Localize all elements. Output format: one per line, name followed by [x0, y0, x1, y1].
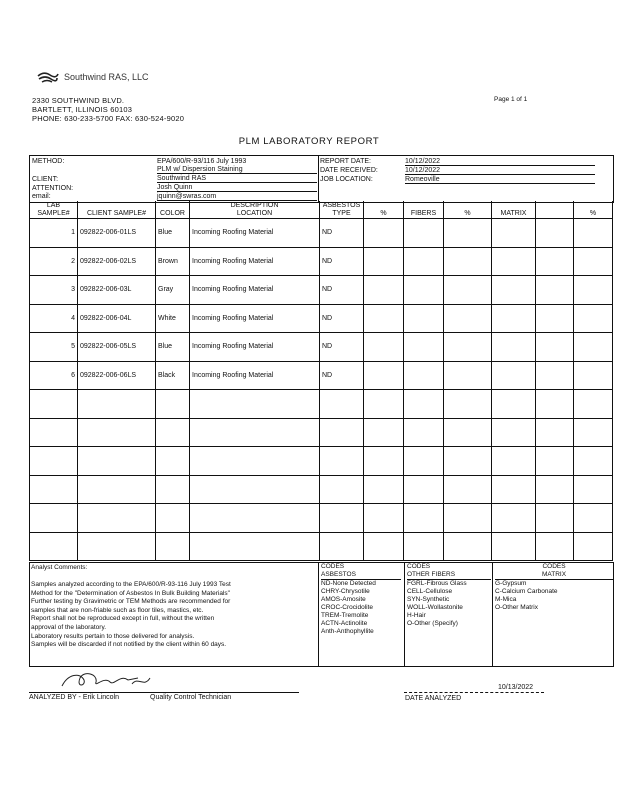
- empty-cell: [444, 418, 492, 447]
- lab-address: [32, 96, 184, 123]
- empty-cell: [364, 247, 404, 276]
- code-item: H-Hair: [407, 612, 426, 619]
- asbestos-type-cell: ND: [320, 247, 364, 276]
- comment-line: Report shall not be reproduced except in full, without the written: [31, 615, 215, 623]
- codes-subheading: OTHER FIBERS: [407, 571, 491, 580]
- empty-cell: [536, 418, 574, 447]
- lab-logo: [36, 70, 149, 84]
- address-line-2: BARTLETT, ILLINOIS 60103: [32, 105, 133, 114]
- comment-line: approval of the laboratory.: [31, 623, 107, 631]
- code-item: SYN-Synthetic: [407, 596, 450, 603]
- lab-sample-cell: 6: [30, 361, 78, 390]
- footer-box: [29, 562, 614, 667]
- empty-cell: [444, 390, 492, 419]
- empty-cell: [78, 418, 156, 447]
- empty-cell: [30, 418, 78, 447]
- color-cell: Brown: [156, 247, 190, 276]
- asbestos-type-cell: ND: [320, 361, 364, 390]
- asbestos-codes: [318, 563, 405, 666]
- wind-logo-icon: [36, 70, 60, 84]
- client-value: Southwind RAS: [157, 175, 317, 183]
- analyzed-by: ANALYZED BY - Erik Lincoln: [29, 694, 119, 701]
- empty-cell: [536, 390, 574, 419]
- empty-cell: [444, 504, 492, 533]
- empty-cell: [536, 361, 574, 390]
- empty-cell: [574, 390, 613, 419]
- job-location-label: JOB LOCATION:: [320, 176, 373, 183]
- code-item: WOLL-Wollastonite: [407, 604, 463, 611]
- empty-cell: [536, 276, 574, 305]
- empty-cell: [320, 532, 364, 561]
- empty-cell: [364, 418, 404, 447]
- col-fibers: FIBERS: [404, 201, 444, 219]
- job-location-value: Romeoville: [405, 176, 595, 184]
- location-cell: Incoming Roofing Material: [190, 219, 320, 248]
- header-divider: [318, 156, 319, 202]
- col-asbestos-top: ASBESTOS: [322, 202, 361, 209]
- comments-heading: Analyst Comments:: [31, 564, 88, 571]
- empty-cell: [536, 333, 574, 362]
- client-sample-cell: 092822-006-05LS: [78, 333, 156, 362]
- empty-cell: [404, 276, 444, 305]
- empty-cell: [404, 219, 444, 248]
- empty-cell: [190, 390, 320, 419]
- code-item: TREM-Tremolite: [321, 612, 369, 619]
- email-label: email:: [32, 193, 51, 200]
- empty-cell: [574, 418, 613, 447]
- location-cell: Incoming Roofing Material: [190, 333, 320, 362]
- attention-value: Josh Quinn: [157, 184, 317, 192]
- table-row-empty: [30, 390, 613, 419]
- col-asbestos-pct: %: [364, 201, 404, 219]
- empty-cell: [78, 447, 156, 476]
- empty-cell: [30, 475, 78, 504]
- empty-cell: [536, 504, 574, 533]
- empty-cell: [364, 304, 404, 333]
- code-item: G-Gypsum: [495, 580, 527, 587]
- table-row: [30, 361, 613, 390]
- table-row-empty: [30, 532, 613, 561]
- table-row: [30, 304, 613, 333]
- table-row-empty: [30, 447, 613, 476]
- asbestos-type-cell: ND: [320, 304, 364, 333]
- empty-cell: [404, 333, 444, 362]
- lab-name: Southwind RAS, LLC: [64, 72, 149, 82]
- empty-cell: [492, 475, 536, 504]
- empty-cell: [190, 532, 320, 561]
- col-matrix-spacer: [536, 201, 574, 219]
- client-sample-cell: 092822-006-06LS: [78, 361, 156, 390]
- address-line-1: 2330 SOUTHWIND BLVD.: [32, 96, 125, 105]
- color-cell: White: [156, 304, 190, 333]
- empty-cell: [30, 504, 78, 533]
- empty-cell: [574, 276, 613, 305]
- code-item: AMOS-Amosite: [321, 596, 366, 603]
- method-value: EPA/600/R-93/116 July 1993: [157, 158, 247, 165]
- empty-cell: [444, 247, 492, 276]
- col-lab-sample: LAB SAMPLE#: [30, 201, 78, 219]
- empty-cell: [536, 219, 574, 248]
- empty-cell: [574, 532, 613, 561]
- asbestos-type-cell: ND: [320, 219, 364, 248]
- empty-cell: [444, 447, 492, 476]
- asbestos-type-cell: ND: [320, 276, 364, 305]
- code-item: O-Other Matrix: [495, 604, 538, 611]
- empty-cell: [404, 418, 444, 447]
- lab-sample-cell: 4: [30, 304, 78, 333]
- empty-cell: [492, 276, 536, 305]
- empty-cell: [190, 447, 320, 476]
- comments-column: [30, 563, 318, 666]
- comment-line: Method for the "Determination of Asbestos In Bulk Building Materials": [31, 589, 230, 597]
- empty-cell: [492, 304, 536, 333]
- empty-cell: [574, 247, 613, 276]
- col-description-top: DESCRIPTION: [230, 202, 279, 209]
- table-row: [30, 219, 613, 248]
- empty-cell: [574, 447, 613, 476]
- empty-cell: [444, 333, 492, 362]
- empty-cell: [492, 532, 536, 561]
- empty-cell: [78, 475, 156, 504]
- empty-cell: [492, 361, 536, 390]
- empty-cell: [574, 504, 613, 533]
- empty-cell: [404, 247, 444, 276]
- empty-cell: [320, 475, 364, 504]
- code-item: C-Calcium Carbonate: [495, 588, 558, 595]
- method-label: METHOD:: [32, 158, 65, 165]
- empty-cell: [492, 247, 536, 276]
- empty-cell: [364, 504, 404, 533]
- empty-cell: [404, 504, 444, 533]
- empty-cell: [364, 475, 404, 504]
- empty-cell: [364, 390, 404, 419]
- empty-cell: [320, 504, 364, 533]
- empty-cell: [444, 304, 492, 333]
- empty-cell: [364, 532, 404, 561]
- empty-cell: [156, 532, 190, 561]
- table-row-empty: [30, 418, 613, 447]
- empty-cell: [536, 475, 574, 504]
- page-count: Page 1 of 1: [494, 96, 528, 103]
- empty-cell: [156, 475, 190, 504]
- comment-line: Samples will be discarded if not notified by the client within 60 days.: [31, 641, 227, 649]
- fibers-codes: [404, 563, 495, 666]
- comment-line: samples that are non-friable such as floor tiles, mastics, etc.: [31, 606, 204, 614]
- codes-heading: CODES: [407, 563, 431, 570]
- report-header-box: [29, 155, 614, 203]
- empty-cell: [492, 333, 536, 362]
- color-cell: Blue: [156, 333, 190, 362]
- code-item: O-Other (Specify): [407, 620, 458, 627]
- signature-line: [29, 692, 299, 693]
- report-date-label: REPORT DATE:: [320, 158, 371, 165]
- empty-cell: [404, 304, 444, 333]
- table-row-empty: [30, 475, 613, 504]
- analyst-signature-icon: [58, 668, 168, 692]
- attention-label: ATTENTION:: [32, 185, 74, 192]
- comment-line: Samples analyzed according to the EPA/600/R-93-116 July 1993 Test: [31, 581, 231, 588]
- code-item: CROC-Crocidolite: [321, 604, 374, 611]
- empty-cell: [78, 504, 156, 533]
- code-item: CELL-Cellulose: [407, 588, 453, 595]
- empty-cell: [444, 475, 492, 504]
- code-item: ACTN-Actinolite: [321, 620, 368, 627]
- empty-cell: [78, 532, 156, 561]
- date-line: [404, 692, 544, 693]
- code-item: CHRY-Chrysotile: [321, 588, 370, 595]
- report-date-value: 10/12/2022: [405, 158, 595, 166]
- empty-cell: [404, 390, 444, 419]
- lab-sample-cell: 3: [30, 276, 78, 305]
- empty-cell: [492, 447, 536, 476]
- email-value: jquinn@swras.com: [157, 193, 317, 201]
- table-row: [30, 247, 613, 276]
- empty-cell: [404, 447, 444, 476]
- empty-cell: [404, 361, 444, 390]
- empty-cell: [320, 418, 364, 447]
- empty-cell: [536, 532, 574, 561]
- empty-cell: [30, 447, 78, 476]
- code-item: ND-None Detected: [321, 580, 376, 587]
- col-color: COLOR: [156, 201, 190, 219]
- empty-cell: [574, 304, 613, 333]
- code-item: FGRL-Fibrous Glass: [407, 580, 467, 587]
- empty-cell: [492, 219, 536, 248]
- empty-cell: [492, 418, 536, 447]
- lab-sample-cell: 2: [30, 247, 78, 276]
- report-title: PLM LABORATORY REPORT: [238, 136, 380, 147]
- empty-cell: [404, 475, 444, 504]
- date-analyzed-value: 10/13/2022: [498, 684, 534, 691]
- comments-text: [31, 581, 313, 650]
- col-location: LOCATION: [236, 209, 273, 217]
- empty-cell: [190, 475, 320, 504]
- comment-line: Further testing by Gravimetric or TEM Methods are recommended for: [31, 598, 231, 606]
- empty-cell: [444, 361, 492, 390]
- method-detail: PLM w/ Dispersion Staining: [157, 166, 317, 174]
- empty-cell: [156, 390, 190, 419]
- location-cell: Incoming Roofing Material: [190, 304, 320, 333]
- codes-subheading: MATRIX: [495, 571, 613, 580]
- col-client-sample: CLIENT SAMPLE#: [78, 201, 156, 219]
- col-matrix-pct: %: [574, 201, 613, 219]
- empty-cell: [404, 532, 444, 561]
- col-description: [190, 201, 320, 219]
- date-received-value: 10/12/2022: [405, 167, 595, 175]
- empty-cell: [574, 219, 613, 248]
- table-header-row: [30, 201, 613, 219]
- empty-cell: [536, 304, 574, 333]
- codes-heading: CODES: [321, 563, 345, 570]
- code-item: Anth-Anthophyllite: [321, 628, 374, 635]
- empty-cell: [190, 418, 320, 447]
- code-item: M-Mica: [495, 596, 517, 603]
- matrix-codes: [492, 563, 613, 666]
- col-matrix: MATRIX: [492, 201, 536, 219]
- table-row: [30, 276, 613, 305]
- color-cell: Black: [156, 361, 190, 390]
- location-cell: Incoming Roofing Material: [190, 247, 320, 276]
- date-received-label: DATE RECEIVED:: [320, 167, 378, 174]
- empty-cell: [364, 447, 404, 476]
- results-table: [29, 201, 613, 561]
- empty-cell: [444, 532, 492, 561]
- empty-cell: [30, 390, 78, 419]
- empty-cell: [364, 333, 404, 362]
- empty-cell: [156, 418, 190, 447]
- table-row: [30, 333, 613, 362]
- table-row-empty: [30, 504, 613, 533]
- empty-cell: [78, 390, 156, 419]
- client-sample-cell: 092822-006-03L: [78, 276, 156, 305]
- client-sample-cell: 092822-006-04L: [78, 304, 156, 333]
- color-cell: Gray: [156, 276, 190, 305]
- date-analyzed-label: DATE ANALYZED: [405, 695, 462, 702]
- empty-cell: [574, 333, 613, 362]
- color-cell: Blue: [156, 219, 190, 248]
- col-type: TYPE: [332, 209, 351, 217]
- empty-cell: [190, 504, 320, 533]
- empty-cell: [574, 475, 613, 504]
- empty-cell: [574, 361, 613, 390]
- phone-line: PHONE: 630-233-5700 FAX: 630-524-9020: [32, 114, 185, 123]
- location-cell: Incoming Roofing Material: [190, 361, 320, 390]
- empty-cell: [320, 390, 364, 419]
- empty-cell: [444, 276, 492, 305]
- empty-cell: [364, 361, 404, 390]
- empty-cell: [156, 504, 190, 533]
- empty-cell: [156, 447, 190, 476]
- empty-cell: [444, 219, 492, 248]
- empty-cell: [364, 276, 404, 305]
- empty-cell: [364, 219, 404, 248]
- qc-technician: Quality Control Technician: [150, 694, 232, 701]
- codes-heading: CODES: [542, 563, 566, 570]
- client-label: CLIENT:: [32, 176, 59, 183]
- lab-sample-cell: 5: [30, 333, 78, 362]
- empty-cell: [492, 390, 536, 419]
- col-asbestos: [320, 201, 364, 219]
- codes-subheading: ASBESTOS: [321, 571, 401, 580]
- empty-cell: [320, 447, 364, 476]
- comment-line: Laboratory results pertain to those delivered for analysis.: [31, 632, 195, 640]
- location-cell: Incoming Roofing Material: [190, 276, 320, 305]
- client-sample-cell: 092822-006-01LS: [78, 219, 156, 248]
- col-fibers-pct: %: [444, 201, 492, 219]
- empty-cell: [536, 247, 574, 276]
- empty-cell: [536, 447, 574, 476]
- client-sample-cell: 092822-006-02LS: [78, 247, 156, 276]
- empty-cell: [30, 532, 78, 561]
- lab-sample-cell: 1: [30, 219, 78, 248]
- empty-cell: [492, 504, 536, 533]
- asbestos-type-cell: ND: [320, 333, 364, 362]
